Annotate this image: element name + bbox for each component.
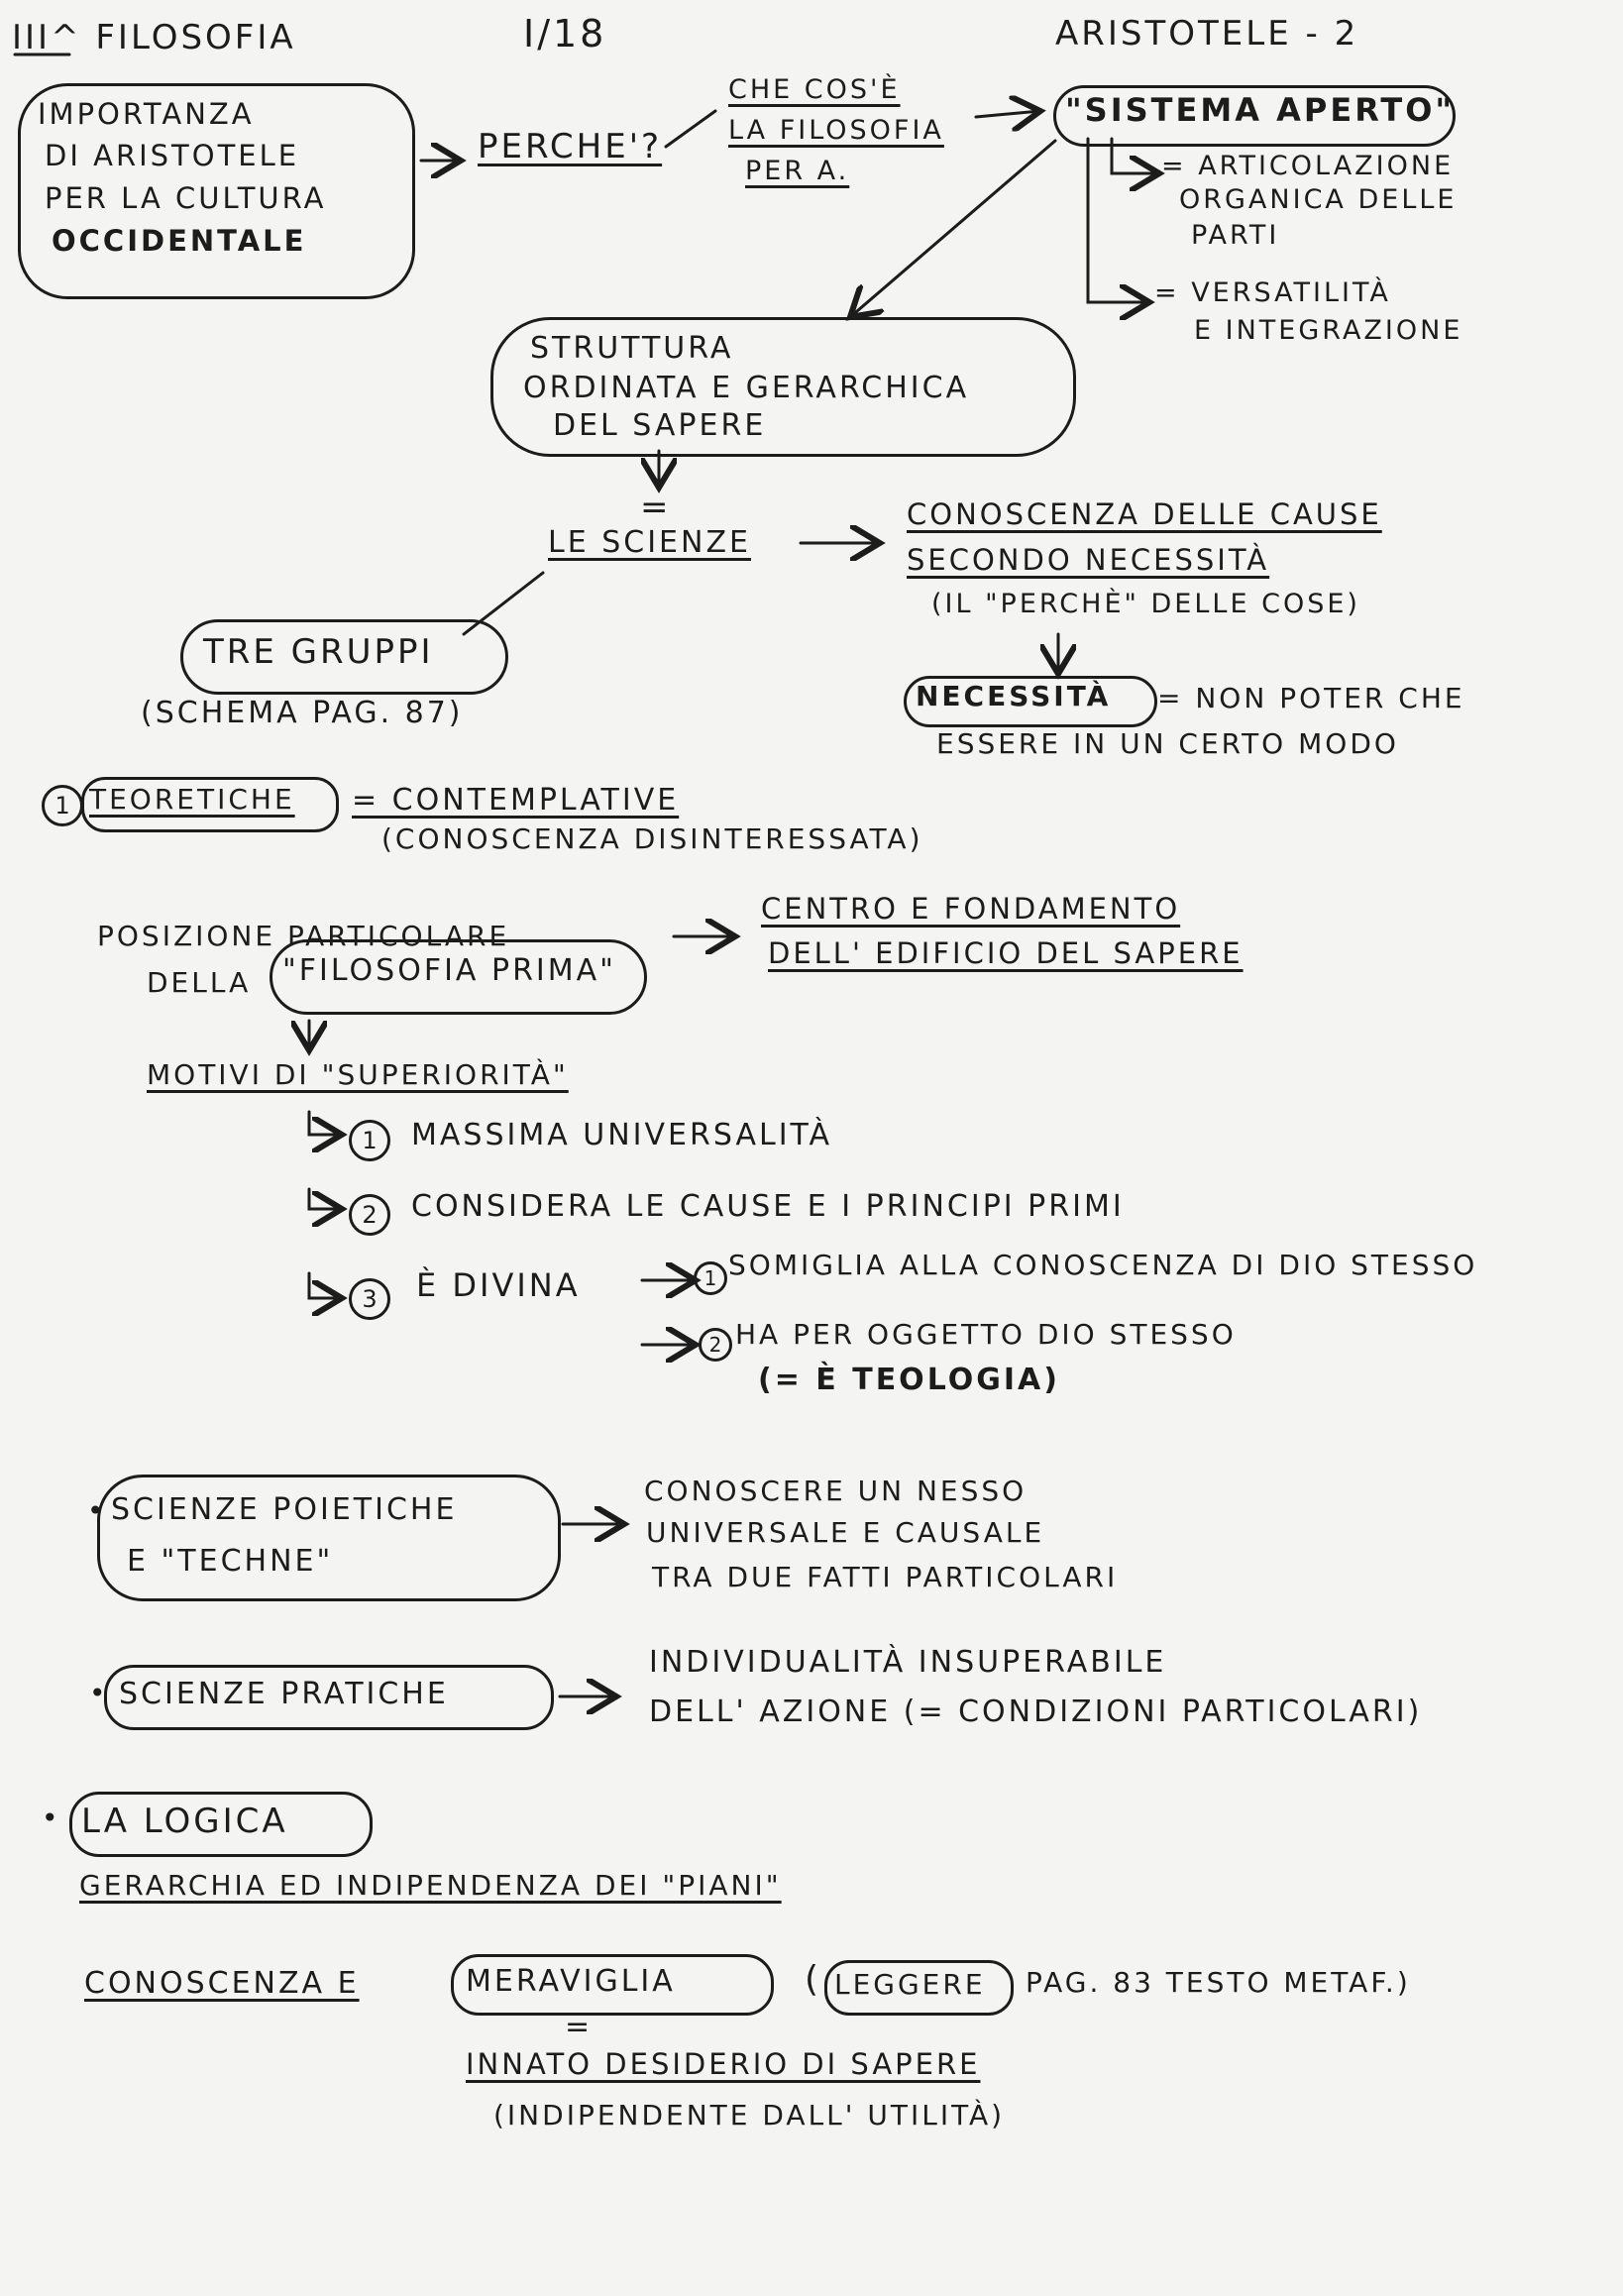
cause-line-2: SECONDO NECESSITÀ: [907, 543, 1270, 577]
importanza-line-1: IMPORTANZA: [38, 97, 255, 131]
motivo-3-text: È DIVINA: [416, 1266, 581, 1304]
teoretiche-paren: (CONOSCENZA DISINTERESSATA): [381, 822, 923, 855]
divina-1-number: 1: [694, 1261, 727, 1295]
poietiche-bullet: •: [87, 1494, 107, 1527]
teoretiche-number: 1: [42, 785, 83, 826]
poietiche-def-1: CONOSCERE UN NESSO: [644, 1475, 1028, 1507]
motivo-2-text: CONSIDERA LE CAUSE E I PRINCIPI PRIMI: [411, 1189, 1125, 1224]
motivi-label: MOTIVI DI "SUPERIORITÀ": [147, 1058, 569, 1091]
importanza-line-3: PER LA CULTURA: [45, 181, 327, 215]
leggere-label: LEGGERE: [834, 1968, 986, 2001]
perche-label: PERCHE'?: [478, 127, 663, 166]
poietiche-line-2: E "TECHNE": [127, 1544, 334, 1579]
divina-2-text: HA PER OGGETTO DIO STESSO: [735, 1318, 1237, 1351]
logica-bullet: •: [42, 1802, 61, 1834]
question-line-3: PER A.: [745, 156, 850, 186]
articolazione-line-3: PARTI: [1191, 220, 1280, 251]
articolazione-line-1: = ARTICOLAZIONE: [1161, 151, 1455, 181]
conoscenza-label: CONOSCENZA E: [84, 1966, 360, 2001]
posizione-line-2: DELLA: [147, 966, 252, 999]
question-line-2: LA FILOSOFIA: [728, 115, 944, 146]
articolazione-line-2: ORGANICA DELLE: [1179, 184, 1458, 215]
necessita-label: NECESSITÀ: [916, 680, 1112, 712]
pratiche-def-1: INDIVIDUALITÀ INSUPERABILE: [649, 1645, 1167, 1680]
poietiche-def-2: UNIVERSALE E CAUSALE: [646, 1516, 1045, 1549]
pratiche-label: SCIENZE PRATICHE: [119, 1677, 449, 1711]
struttura-line-1: STRUTTURA: [530, 331, 734, 366]
teologia-label: (= È TEOLOGIA): [758, 1363, 1060, 1397]
poietiche-line-1: SCIENZE POIETICHE: [111, 1492, 458, 1527]
header-topic: ARISTOTELE - 2: [1055, 14, 1359, 54]
versatilita-line-1: = VERSATILITÀ: [1154, 277, 1391, 308]
pratiche-bullet: •: [89, 1677, 109, 1709]
question-line-1: CHE COS'È: [728, 74, 901, 105]
logica-label: LA LOGICA: [81, 1802, 288, 1841]
necessita-def-1: = NON POTER CHE: [1157, 682, 1465, 714]
motivo-1-number: 1: [349, 1120, 390, 1161]
motivo-2-number: 2: [349, 1194, 390, 1236]
tre-gruppi-label: TRE GRUPPI: [203, 632, 434, 672]
necessita-def-2: ESSERE IN UN CERTO MODO: [936, 727, 1399, 760]
divina-1-text: SOMIGLIA ALLA CONOSCENZA DI DIO STESSO: [728, 1249, 1478, 1281]
pag-reference: PAG. 83 TESTO METAF.): [1026, 1966, 1411, 1999]
struttura-line-2: ORDINATA E GERARCHICA: [523, 371, 970, 405]
motivo-1-text: MASSIMA UNIVERSALITÀ: [411, 1118, 833, 1152]
posizione-line-1: POSIZIONE PARTICOLARE: [97, 920, 510, 952]
teoretiche-def: = CONTEMPLATIVE: [352, 783, 680, 818]
sistema-aperto-label: "SISTEMA APERTO": [1065, 91, 1456, 129]
teoretiche-label: TEORETICHE: [89, 783, 295, 816]
divina-2-number: 2: [699, 1328, 732, 1362]
versatilita-line-2: E INTEGRAZIONE: [1194, 315, 1463, 346]
pratiche-def-2: DELL' AZIONE (= CONDIZIONI PARTICOLARI): [649, 1695, 1423, 1729]
filosofia-prima-label: "FILOSOFIA PRIMA": [282, 953, 616, 988]
cause-line-1: CONOSCENZA DELLE CAUSE: [907, 497, 1382, 531]
gerarchia-piani: GERARCHIA ED INDIPENDENZA DEI "PIANI": [79, 1869, 782, 1902]
indipendente-utilita: (INDIPENDENTE DALL' UTILITÀ): [493, 2099, 1006, 2132]
leggere-paren-open: (: [805, 1959, 822, 2000]
struttura-line-3: DEL SAPERE: [553, 408, 767, 443]
centro-line-1: CENTRO E FONDAMENTO: [761, 892, 1181, 926]
struttura-equals: =: [640, 488, 672, 527]
perche-cose: (IL "PERCHÈ" DELLE COSE): [931, 589, 1360, 619]
importanza-line-2: DI ARISTOTELE: [45, 139, 300, 172]
innato-desiderio: INNATO DESIDERIO DI SAPERE: [466, 2047, 981, 2081]
schema-reference: (SCHEMA PAG. 87): [141, 696, 464, 730]
centro-line-2: DELL' EDIFICIO DEL SAPERE: [768, 936, 1244, 970]
poietiche-def-3: TRA DUE FATTI PARTICOLARI: [652, 1561, 1119, 1593]
header-class: III^ FILOSOFIA: [12, 18, 296, 57]
le-scienze-label: LE SCIENZE: [548, 525, 751, 560]
logica-equals: =: [565, 2010, 594, 2044]
header-page-number: I/18: [523, 12, 607, 55]
importanza-line-4: OCCIDENTALE: [52, 224, 307, 258]
motivo-3-number: 3: [349, 1278, 390, 1320]
meraviglia-label: MERAVIGLIA: [466, 1964, 676, 1999]
